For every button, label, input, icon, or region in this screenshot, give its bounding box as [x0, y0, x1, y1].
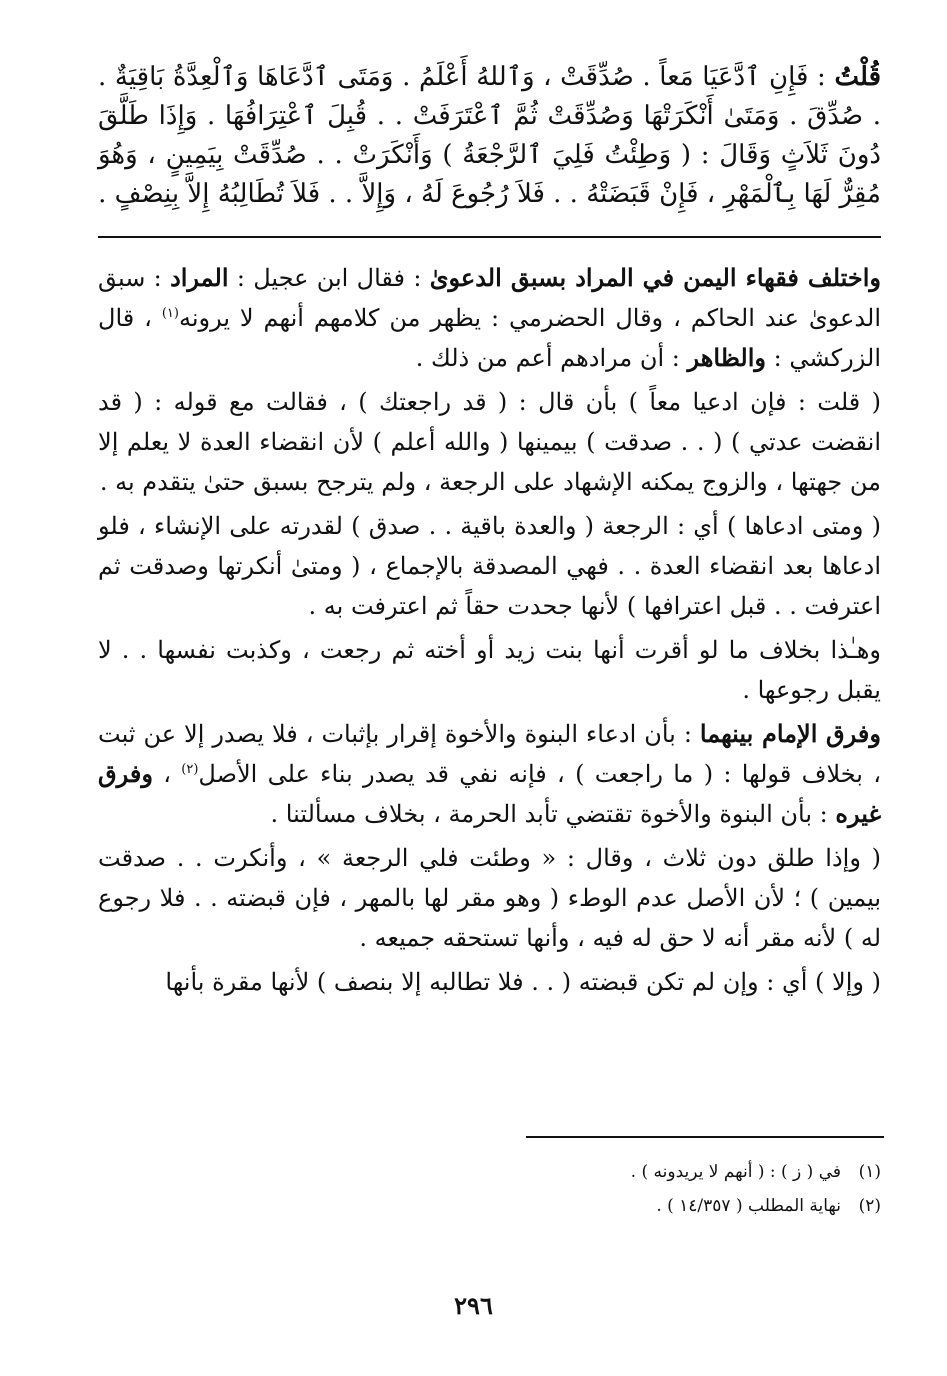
- commentary-paragraph-7: ( وإلا ) أي : وإن لم تكن قبضته ( . . فلا تطالبه إلا بنصف ) لأنها مقرة بأنها: [165, 968, 881, 996]
- commentary: [98, 258, 881, 1002]
- footnote-number: (٢): [858, 1196, 881, 1216]
- commentary-paragraph-1: [98, 258, 881, 378]
- page-body: [98, 58, 881, 1006]
- text-run: : بأن ادعاء البنوة والأخوة إقرار بإثبات ، فلا يصدر إلا عن ثبت ، بخلاف قولها : ( ما راجعت ) ، فإنه نفي قد يصدر بناء على الأصل: [98, 720, 881, 788]
- matn-divider: [98, 236, 881, 238]
- footnotes: [98, 1155, 881, 1223]
- bold-phrase: وفرق غيره: [98, 759, 881, 828]
- footnote-divider: [526, 1136, 884, 1138]
- matn-lead: قُلْتُ: [834, 62, 882, 92]
- matn-text: [98, 58, 881, 214]
- commentary-paragraph-5: [98, 714, 881, 834]
- footnote-1: [98, 1155, 881, 1189]
- bold-phrase: المراد: [170, 263, 229, 292]
- text-run: ، قال الزركشي :: [98, 304, 881, 372]
- footnote-number: (١): [858, 1162, 881, 1182]
- text-run: : بأن البنوة والأخوة تقتضي تأبد الحرمة ، بخلاف مسألتنا .: [270, 800, 836, 828]
- commentary-paragraph-2: ( قلت : فإن ادعيا معاً ) بأن قال : ( قد راجعتك ) ، فقالت مع قوله : ( قد انقضت عدتي ) ( . . صدقت ) بيمينها ( والله أعلم ) لأن انقضاء العدة لا يعلم إلا من جهتها ، والزوج يمكنه الإشهاد على الرجعة ، ولم يترجح بسبق حتىٰ يتقدم به .: [98, 388, 882, 496]
- footnote-ref-1[interactable]: (١): [161, 306, 179, 321]
- footnote-text: في ( ز ) : ( أنهم لا يريدونه ) .: [630, 1162, 841, 1182]
- commentary-paragraph-6: ( وإذا طلق دون ثلاث ، وقال : « وطئت فلي الرجعة » ، وأنكرت . . صدقت بيمين ) ؛ لأن الأصل عدم الوطء ( وهو مقر لها بالمهر ، فإن قبضته . . فلا رجوع له ) لأنه مقر أنه لا حق له فيه ، وأنها تستحقه جميعه .: [98, 844, 881, 952]
- bold-phrase: واختلف فقهاء اليمن في المراد بسبق الدعوىٰ: [429, 263, 881, 292]
- text-run: ،: [152, 760, 182, 788]
- bold-phrase: وفرق الإمام بينهما: [699, 719, 881, 748]
- footnote-text: نهاية المطلب ( ١٤/٣٥٧ ) .: [656, 1196, 841, 1216]
- text-run: : سبق الدعوىٰ عند الحاكم ، وقال الحضرمي : يظهر من كلامهم أنهم لا يرونه: [98, 264, 881, 332]
- commentary-paragraph-3: ( ومتى ادعاها ) أي : الرجعة ( والعدة باقية . . صدق ) لقدرته على الإنشاء ، فلو ادعاها بعد انقضاء العدة . . فهي المصدقة بالإجماع ، ( ومتىٰ أنكرتها وصدقت ثم اعترفت . . قبل اعترافها ) لأنها جحدت حقاً ثم اعترفت به .: [98, 512, 881, 620]
- footnote-2: [98, 1189, 881, 1223]
- text-run: : فقال ابن عجيل :: [228, 264, 430, 292]
- commentary-paragraph-4: وهـٰذا بخلاف ما لو أقرت أنها بنت زيد أو أخته ثم رجعت ، وكذبت نفسها . . لا يقبل رجوعها .: [98, 636, 881, 704]
- bold-phrase: والظاهر: [687, 343, 766, 372]
- page-number: ٢٩٦: [454, 1291, 493, 1320]
- matn-body: : فَإِنِ ٱدَّعَيَا مَعاً . صُدِّقَتْ ، وَٱللهُ أَعْلَمُ . وَمَتَى ٱدَّعَاهَا وَٱلْعِدَّةُ بَاقِيَةٌ . . صُدِّقَ . وَمَتَىٰ أَنْكَرَتْهَا وَصُدِّقَتْ ثُمَّ ٱعْتَرَفَتْ . . قُبِلَ ٱعْتِرَافُهَا . وَإِذَا طَلَّقَ دُونَ ثَلاَثٍ وَقَالَ : ( وَطِئْتُ فَلِيَ ٱلرَّجْعَةُ ) وَأَنْكَرَتْ . . صُدِّقَتْ بِيَمِينٍ ، وَهُوَ مُقِرٌّ لَهَا بِٱلْمَهْرِ ، فَإِنْ قَبَضَتْهُ . . فَلاَ رُجُوعَ لَهُ ، وَإِلاَّ . . فَلاَ تُطَالِبُهُ إِلاَّ بِنِصْفٍ .: [98, 62, 881, 209]
- footnote-ref-2[interactable]: (٢): [181, 762, 199, 777]
- text-run: : أن مرادهم أعم من ذلك .: [415, 344, 688, 372]
